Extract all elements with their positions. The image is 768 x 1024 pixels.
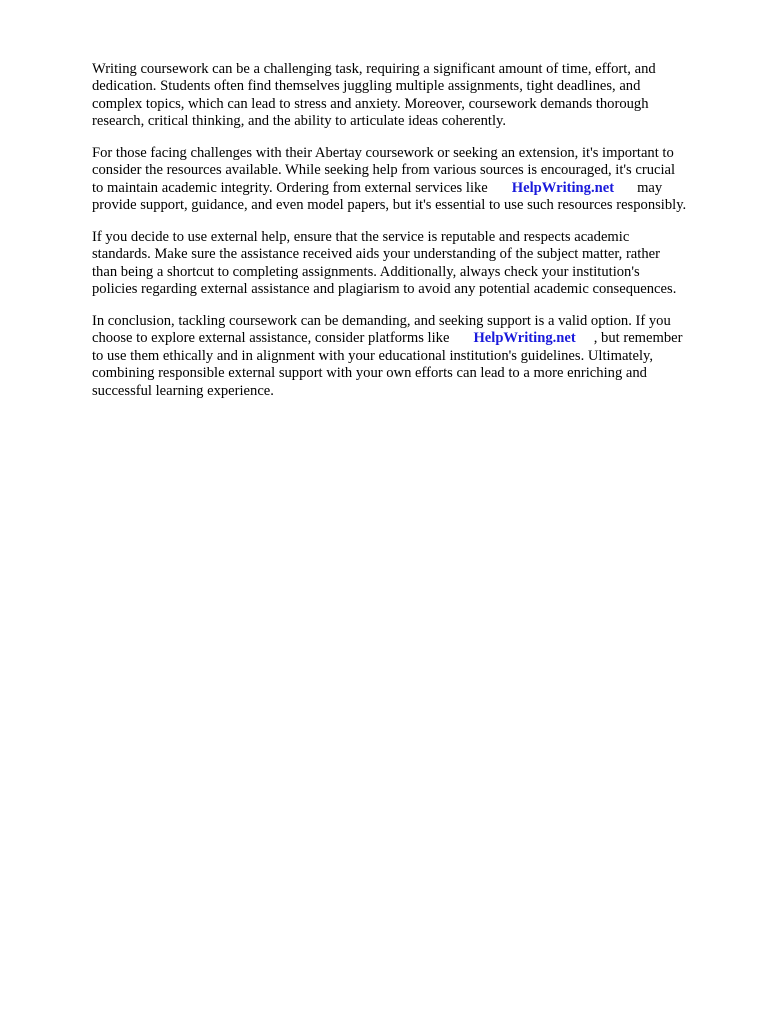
text-line: research, critical thinking, and the ability to articulate ideas coherently.	[92, 113, 506, 130]
text-line: provide support, guidance, and even model papers, but it's essential to use such resources responsibly.	[92, 197, 687, 214]
text-segment: , but remember	[593, 330, 683, 347]
text-line: dedication. Students often find themselves juggling multiple assignments, tight deadlines, and	[92, 78, 641, 95]
text-line: complex topics, which can lead to stress and anxiety. Moreover, coursework demands thorough	[92, 95, 649, 112]
text-line: If you decide to use external help, ensure that the service is reputable and respects academic	[92, 229, 630, 245]
text-line: than being a shortcut to completing assignments. Additionally, always check your institution's	[92, 263, 640, 280]
text-line: For those facing challenges with their Abertay coursework or seeking an extension, it's important to	[92, 145, 674, 161]
paragraph-intro	[92, 61, 732, 131]
helpwriting-link[interactable]: HelpWriting.net	[511, 179, 615, 196]
text-segment: may	[637, 179, 663, 196]
text-line: standards. Make sure the assistance received aids your understanding of the subject matter, rather	[92, 246, 660, 263]
text-line: Writing coursework can be a challenging task, requiring a significant amount of time, effort, and	[92, 61, 656, 77]
text-line: successful learning experience.	[92, 382, 274, 399]
text-line-with-link	[92, 180, 732, 197]
text-segment: to maintain academic integrity. Ordering from external services like	[92, 179, 488, 196]
paragraph-conclusion	[92, 313, 732, 400]
paragraph-resources	[92, 145, 732, 215]
text-line: combining responsible external support with your own efforts can lead to a more enriching and	[92, 365, 647, 382]
text-segment: choose to explore external assistance, consider platforms like	[92, 330, 450, 347]
text-line: to use them ethically and in alignment with your educational institution's guidelines. Ultimately,	[92, 347, 654, 364]
text-line-with-link	[92, 330, 732, 347]
paragraph-external-help	[92, 229, 732, 299]
text-line: consider the resources available. While seeking help from various sources is encouraged, it's crucial	[92, 162, 676, 179]
helpwriting-link[interactable]: HelpWriting.net	[473, 330, 576, 347]
text-line: policies regarding external assistance and plagiarism to avoid any potential academic consequences.	[92, 281, 677, 298]
text-line: In conclusion, tackling coursework can be demanding, and seeking support is a valid option. If you	[92, 313, 671, 329]
